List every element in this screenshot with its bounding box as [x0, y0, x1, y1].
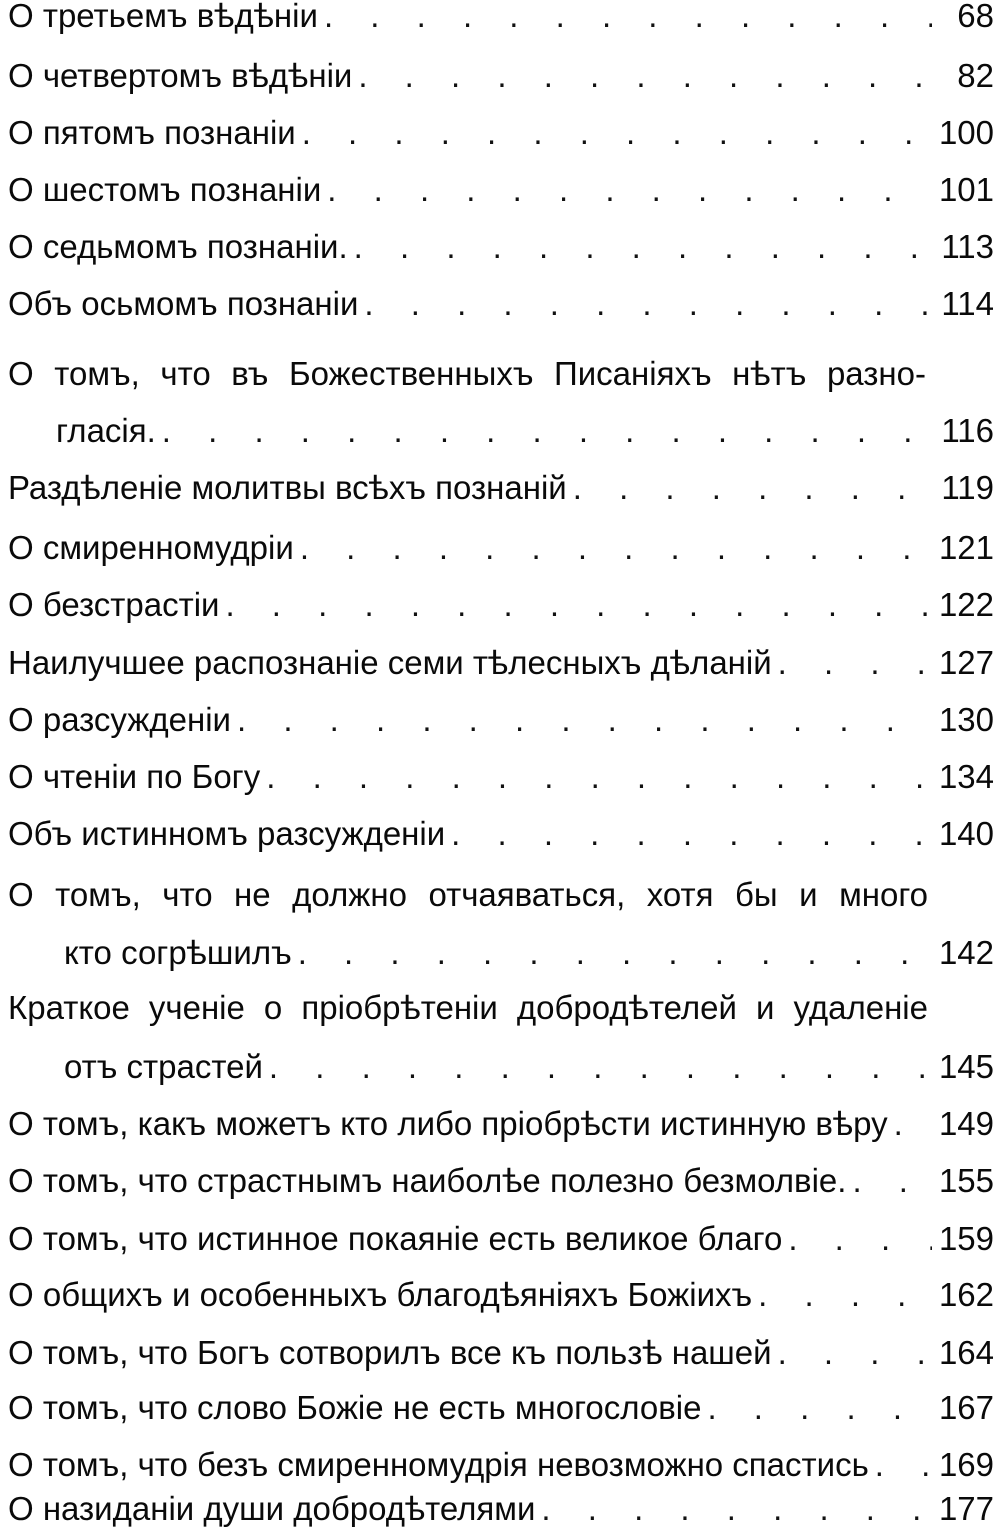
toc-entry-page: 122 — [938, 586, 994, 623]
toc-entry-page: 119 — [941, 469, 994, 506]
toc-entry-title: О шестомъ познаніи — [8, 171, 322, 208]
toc-entry-page: 121 — [938, 529, 994, 566]
toc-entry-line1 — [8, 859, 928, 915]
dot-leader — [852, 1161, 932, 1201]
toc-entry-line2 — [64, 917, 994, 973]
toc-entry-line1 — [8, 338, 926, 394]
dot-leader — [302, 113, 932, 153]
toc-entry-line2 — [64, 1031, 994, 1087]
toc-entry-title: О томъ, что слово Божіе не есть многословіе — [8, 1389, 702, 1426]
toc-entry-page: 116 — [941, 412, 994, 449]
dot-leader — [269, 1047, 932, 1087]
dot-leader — [778, 1333, 932, 1373]
dot-leader — [354, 227, 932, 267]
dot-leader — [327, 170, 932, 210]
dot-leader — [298, 933, 932, 973]
toc-entry-title: О томъ, что безъ смиренномудрія невозможно спастись — [8, 1446, 869, 1483]
toc-entry-page: 127 — [938, 644, 994, 681]
dot-leader — [225, 585, 932, 625]
toc-entry-title: О томъ, что Богъ сотворилъ все къ пользѣ нашей — [8, 1334, 772, 1371]
dot-leader — [358, 56, 932, 96]
toc-entry-title: Объ осьмомъ познаніи — [8, 285, 359, 322]
toc-entry-title: О смиренномудріи — [8, 529, 294, 566]
toc-entry-page: 68 — [957, 0, 994, 34]
dot-leader — [541, 1489, 932, 1529]
toc-entry-page: 130 — [938, 701, 994, 738]
toc-entry-title-continued: гласія. — [56, 412, 156, 449]
toc-entry-title: О чтеніи по Богу — [8, 758, 261, 795]
toc-entry-title: О томъ, что не должно отчаяваться, хотя бы и много — [8, 876, 928, 913]
toc-entry — [8, 40, 994, 96]
toc-entry — [8, 452, 994, 508]
toc-entry-title: Раздѣленіе молитвы всѣхъ познаній — [8, 469, 567, 506]
toc-entry-page: 177 — [938, 1490, 994, 1527]
toc-entry-line2 — [56, 395, 994, 451]
toc-entry-title: О томъ, что истинное покаяніе есть великое благо — [8, 1220, 783, 1257]
toc-entry-page: 155 — [938, 1162, 994, 1199]
dot-leader — [300, 528, 932, 568]
toc-entry-page: 149 — [938, 1105, 994, 1142]
toc-entry-title: О томъ, что страстнымъ наиболѣе полезно безмолвіе. — [8, 1162, 847, 1199]
toc-entry — [8, 1145, 994, 1201]
dot-leader — [788, 1219, 932, 1259]
toc-entry-page: 134 — [938, 758, 994, 795]
toc-entry-page: 162 — [938, 1276, 994, 1313]
toc-entry — [8, 684, 994, 740]
toc-entry-page: 169 — [938, 1446, 994, 1483]
toc-entry-page: 167 — [938, 1389, 994, 1426]
toc-entry — [8, 211, 994, 267]
toc-entry — [8, 268, 994, 324]
toc-entry-title: О седьмомъ познаніи. — [8, 228, 348, 265]
toc-entry — [8, 627, 994, 683]
toc-entry-page: 159 — [938, 1220, 994, 1257]
dot-leader — [894, 1104, 932, 1144]
toc-entry-page: 82 — [957, 57, 994, 94]
toc-entry — [8, 0, 994, 36]
toc-entry — [8, 569, 994, 625]
toc-entry-page: 101 — [938, 171, 994, 208]
toc-entry-page: 140 — [938, 815, 994, 852]
toc-entry-title: Объ истинномъ разсужденіи — [8, 815, 446, 852]
toc-entry-title: О томъ, что въ Божественныхъ Писаніяхъ нѣтъ разно- — [8, 355, 926, 392]
dot-leader — [778, 643, 932, 683]
toc-entry-title: О назиданіи души добродѣтелями — [8, 1490, 536, 1527]
toc-entry-page: 164 — [938, 1334, 994, 1371]
toc-entry — [8, 1372, 994, 1428]
dot-leader — [707, 1388, 932, 1428]
toc-entry-line1 — [8, 972, 928, 1028]
toc-entry-page: 114 — [941, 285, 994, 322]
toc-entry-title: О третьемъ вѣдѣніи — [8, 0, 318, 34]
toc-entry — [8, 798, 994, 854]
toc-entry — [8, 1259, 994, 1315]
toc-entry — [8, 97, 994, 153]
dot-leader — [364, 284, 932, 324]
toc-entry-page: 142 — [938, 934, 994, 971]
dot-leader — [451, 814, 932, 854]
dot-leader — [162, 411, 932, 451]
toc-entry-title: О четвертомъ вѣдѣніи — [8, 57, 353, 94]
toc-entry-page: 113 — [941, 228, 994, 265]
toc-entry-title-continued: кто согрѣшилъ — [64, 934, 292, 971]
dot-leader — [237, 700, 932, 740]
toc-entry — [8, 1473, 994, 1529]
toc-entry-title: О разсужденіи — [8, 701, 231, 738]
dot-leader — [324, 0, 932, 36]
dot-leader — [573, 468, 932, 508]
toc-entry — [8, 154, 994, 210]
toc-entry — [8, 741, 994, 797]
toc-entry — [8, 512, 994, 568]
dot-leader — [266, 757, 932, 797]
toc-entry-title: О общихъ и особенныхъ благодѣяніяхъ Божіихъ — [8, 1276, 753, 1313]
toc-entry-title-continued: отъ страстей — [64, 1048, 263, 1085]
toc-entry-title: О томъ, какъ можетъ кто либо пріобрѣсти истинную вѣру — [8, 1105, 888, 1142]
toc-entry — [8, 1203, 994, 1259]
toc-entry-page: 145 — [938, 1048, 994, 1085]
toc-entry-page: 100 — [938, 114, 994, 151]
toc-entry — [8, 1088, 994, 1144]
toc-entry-title: Краткое ученіе о пріобрѣтеніи добродѣтелей и удаленіе — [8, 989, 928, 1026]
toc-entry-title: О безстрастіи — [8, 586, 220, 623]
toc-entry-title: О пятомъ познаніи — [8, 114, 296, 151]
dot-leader — [758, 1275, 932, 1315]
toc-entry — [8, 1317, 994, 1373]
toc-entry-title: Наилучшее распознаніе семи тѣлесныхъ дѣланій — [8, 644, 772, 681]
